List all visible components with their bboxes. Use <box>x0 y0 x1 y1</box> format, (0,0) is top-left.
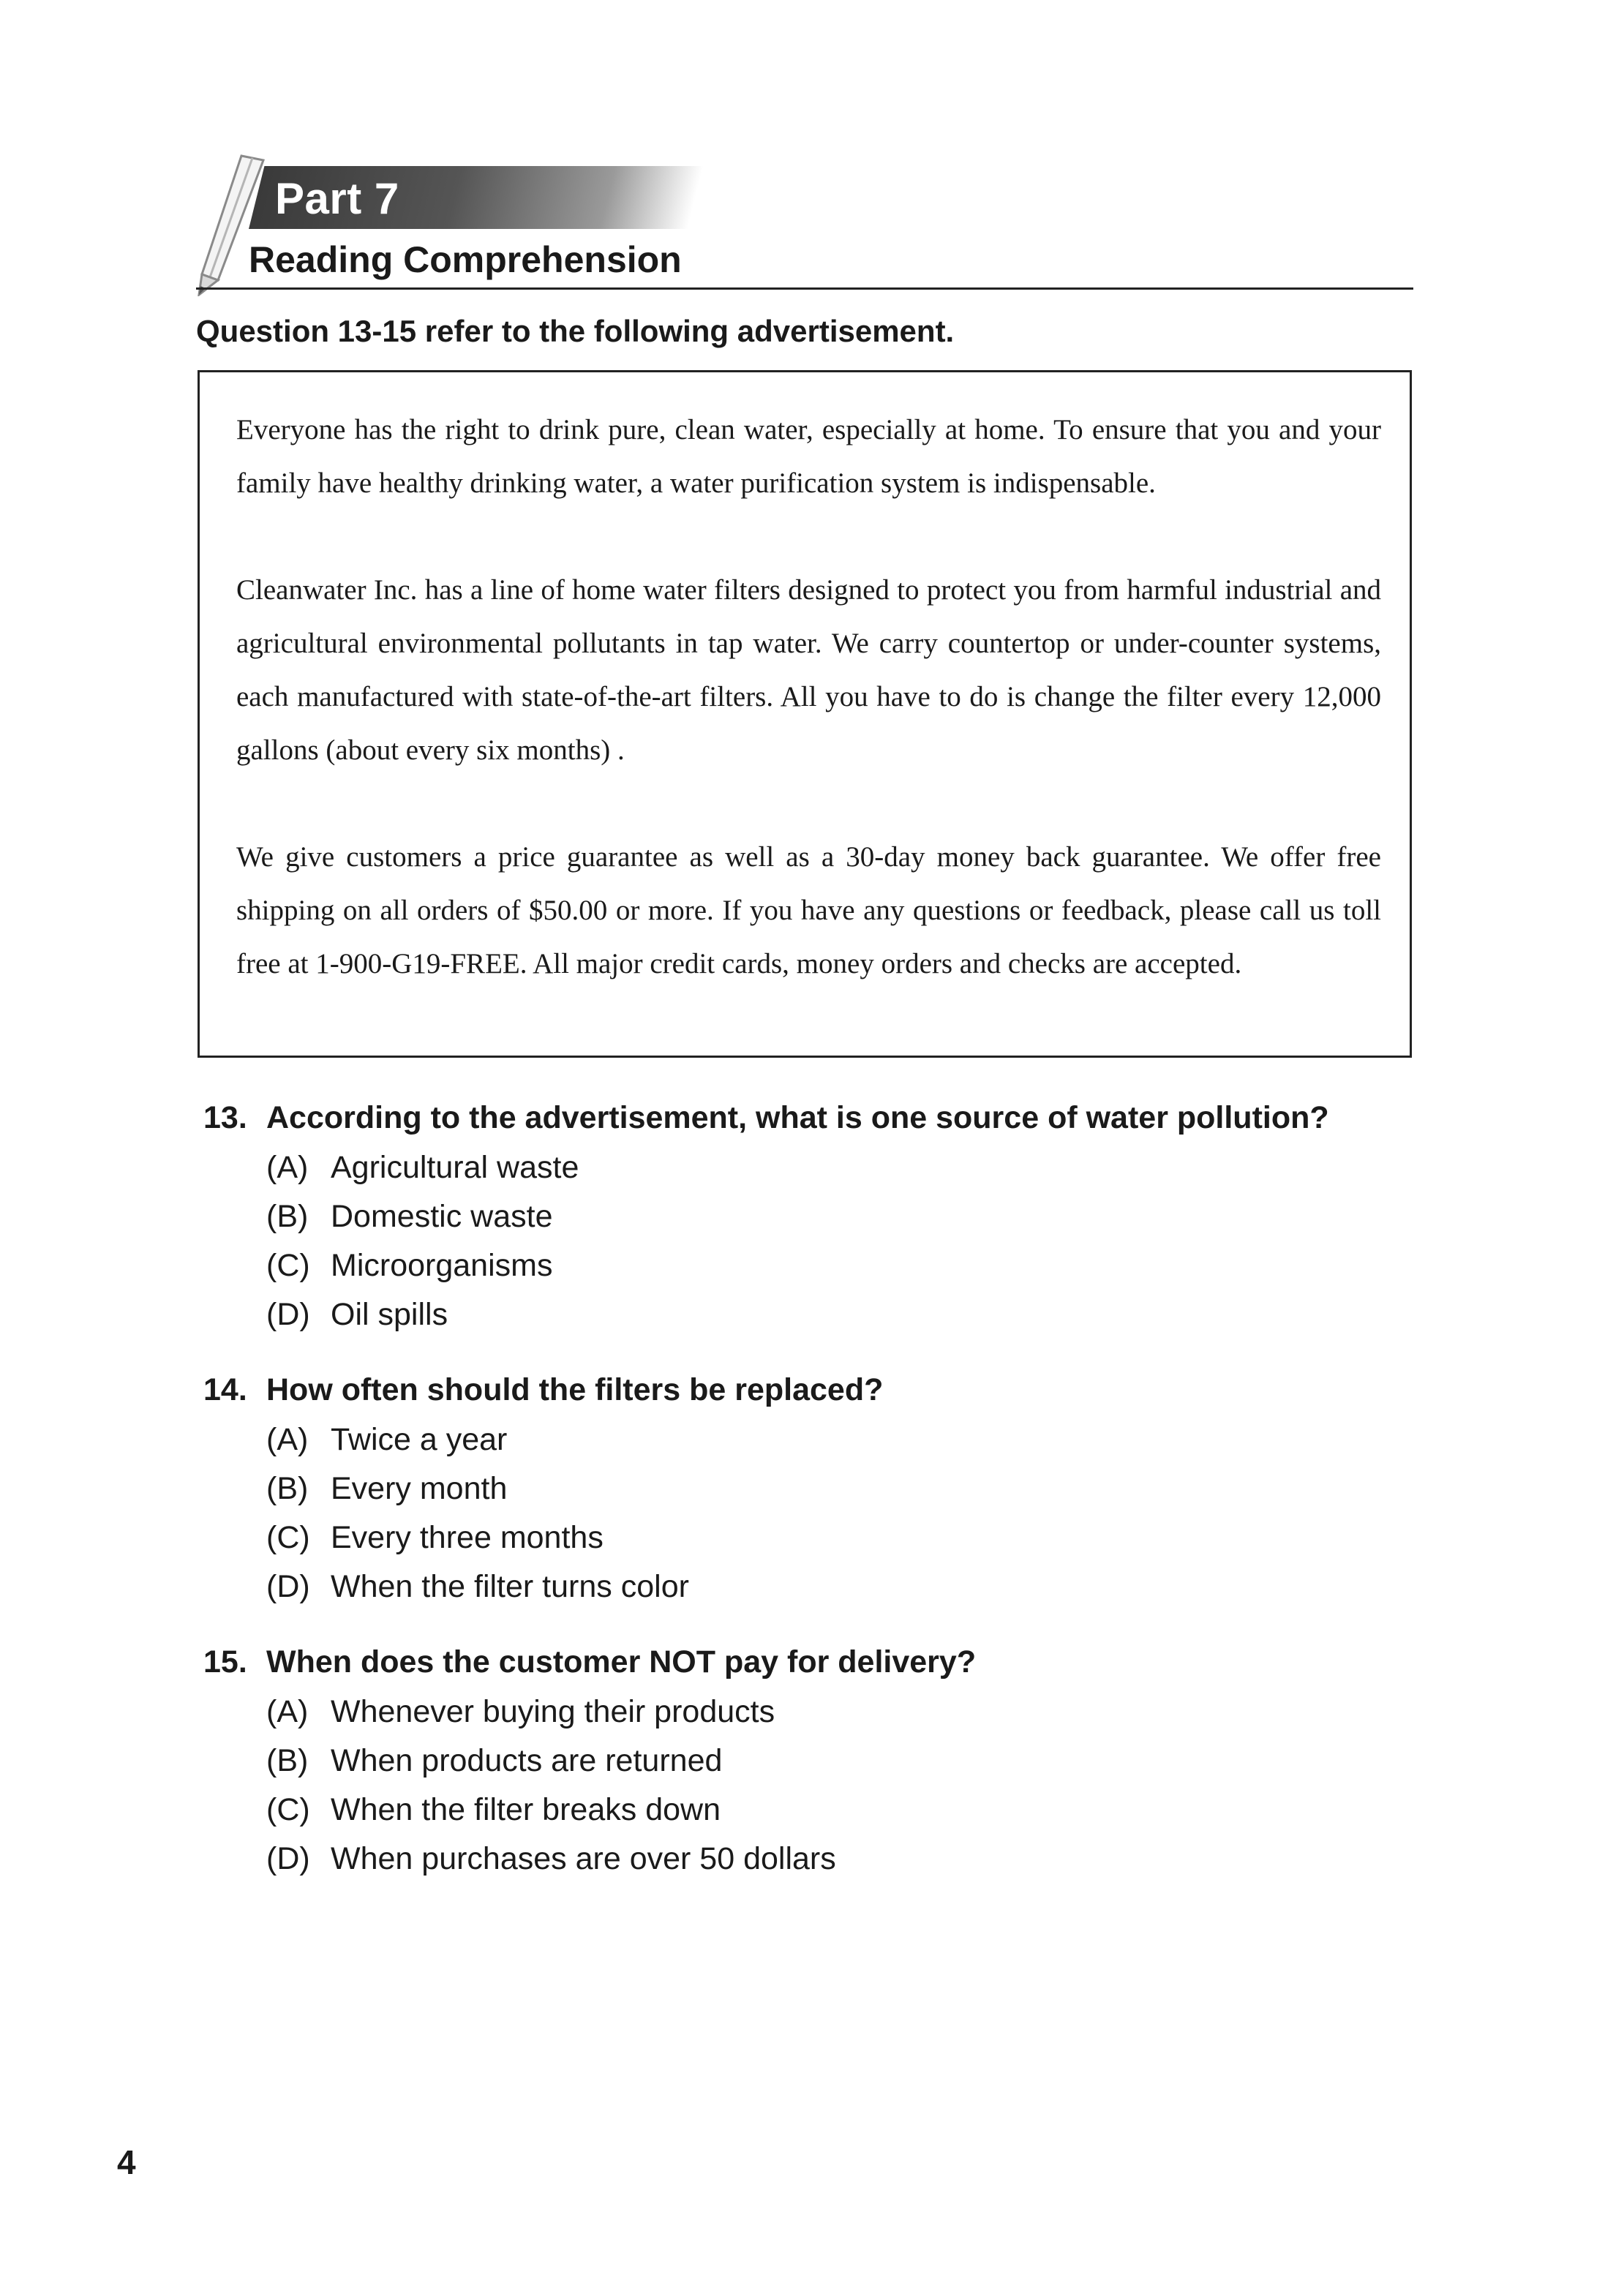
question-stem <box>203 1366 1410 1414</box>
question-list <box>203 1094 1410 1910</box>
option-c[interactable] <box>266 1513 1410 1562</box>
option-text: Oil spills <box>331 1297 448 1332</box>
section-title: Reading Comprehension <box>249 239 682 280</box>
option-c[interactable] <box>266 1241 1410 1290</box>
part-label: Part 7 <box>275 174 399 223</box>
answer-options <box>266 1143 1410 1339</box>
option-c[interactable] <box>266 1786 1410 1835</box>
option-text: Agricultural waste <box>331 1150 579 1185</box>
question-number: 13. <box>203 1100 247 1135</box>
question-text: According to the advertisement, what is one source of water pollution? <box>266 1100 1329 1135</box>
option-letter: (D) <box>266 1841 310 1876</box>
option-a[interactable] <box>266 1143 1410 1192</box>
question-intro: Question 13-15 refer to the following advertisement. <box>196 314 955 348</box>
option-letter: (B) <box>266 1743 309 1778</box>
option-text: When the filter breaks down <box>331 1792 721 1827</box>
option-a[interactable] <box>266 1688 1410 1737</box>
option-b[interactable] <box>266 1192 1410 1241</box>
question-text: When does the customer NOT pay for delivery? <box>266 1644 977 1679</box>
ad-paragraph: We give customers a price guarantee as well as a 30-day money back guarantee. We offer free shipping on all orders of $50.00 or more. If you have any questions or feedback, please call us toll free at 1-900-G19-FREE. All major credit cards, money orders and checks are accepted. <box>236 841 1381 979</box>
question-stem <box>203 1638 1410 1686</box>
part-header <box>196 150 1413 296</box>
question-15 <box>203 1638 1410 1884</box>
question-13 <box>203 1094 1410 1339</box>
option-d[interactable] <box>266 1562 1410 1611</box>
option-letter: (B) <box>266 1199 309 1234</box>
option-a[interactable] <box>266 1415 1410 1464</box>
option-letter: (C) <box>266 1248 310 1283</box>
option-d[interactable] <box>266 1290 1410 1339</box>
option-letter: (D) <box>266 1297 310 1332</box>
option-letter: (C) <box>266 1792 310 1827</box>
option-text: Every three months <box>331 1520 604 1555</box>
option-b[interactable] <box>266 1464 1410 1513</box>
ad-paragraph: Everyone has the right to drink pure, clean water, especially at home. To ensure that you and your family have healthy drinking water, a water purification system is indispensable. <box>236 414 1381 499</box>
option-text: Twice a year <box>331 1422 508 1457</box>
option-letter: (B) <box>266 1471 309 1506</box>
question-number: 15. <box>203 1644 247 1679</box>
option-text: Every month <box>331 1471 508 1506</box>
option-text: Domestic waste <box>331 1199 553 1234</box>
answer-options <box>266 1688 1410 1884</box>
advertisement-text <box>236 403 1381 990</box>
question-text: How often should the filters be replaced? <box>266 1372 884 1407</box>
question-number: 14. <box>203 1372 247 1407</box>
question-stem <box>203 1094 1410 1142</box>
page-number: 4 <box>117 2143 136 2181</box>
header-divider <box>196 287 1413 290</box>
question-14 <box>203 1366 1410 1611</box>
option-text: When the filter turns color <box>331 1569 689 1604</box>
option-d[interactable] <box>266 1835 1410 1884</box>
ad-paragraph: Cleanwater Inc. has a line of home water filters designed to protect you from harmful industrial and agricultural environmental pollutants in tap water. We carry countertop or under-counter systems, each manufactured with state-of-the-art filters. All you have to do is change the filter every 12,000 gallons (about every six months) . <box>236 574 1381 766</box>
option-letter: (C) <box>266 1520 310 1555</box>
option-letter: (D) <box>266 1569 310 1604</box>
option-letter: (A) <box>266 1150 309 1185</box>
answer-options <box>266 1415 1410 1611</box>
option-text: When products are returned <box>331 1743 723 1778</box>
option-text: When purchases are over 50 dollars <box>331 1841 836 1876</box>
option-letter: (A) <box>266 1422 309 1457</box>
advertisement-box <box>198 370 1412 1058</box>
option-letter: (A) <box>266 1694 309 1729</box>
option-text: Microorganisms <box>331 1248 553 1283</box>
option-text: Whenever buying their products <box>331 1694 775 1729</box>
option-b[interactable] <box>266 1737 1410 1786</box>
